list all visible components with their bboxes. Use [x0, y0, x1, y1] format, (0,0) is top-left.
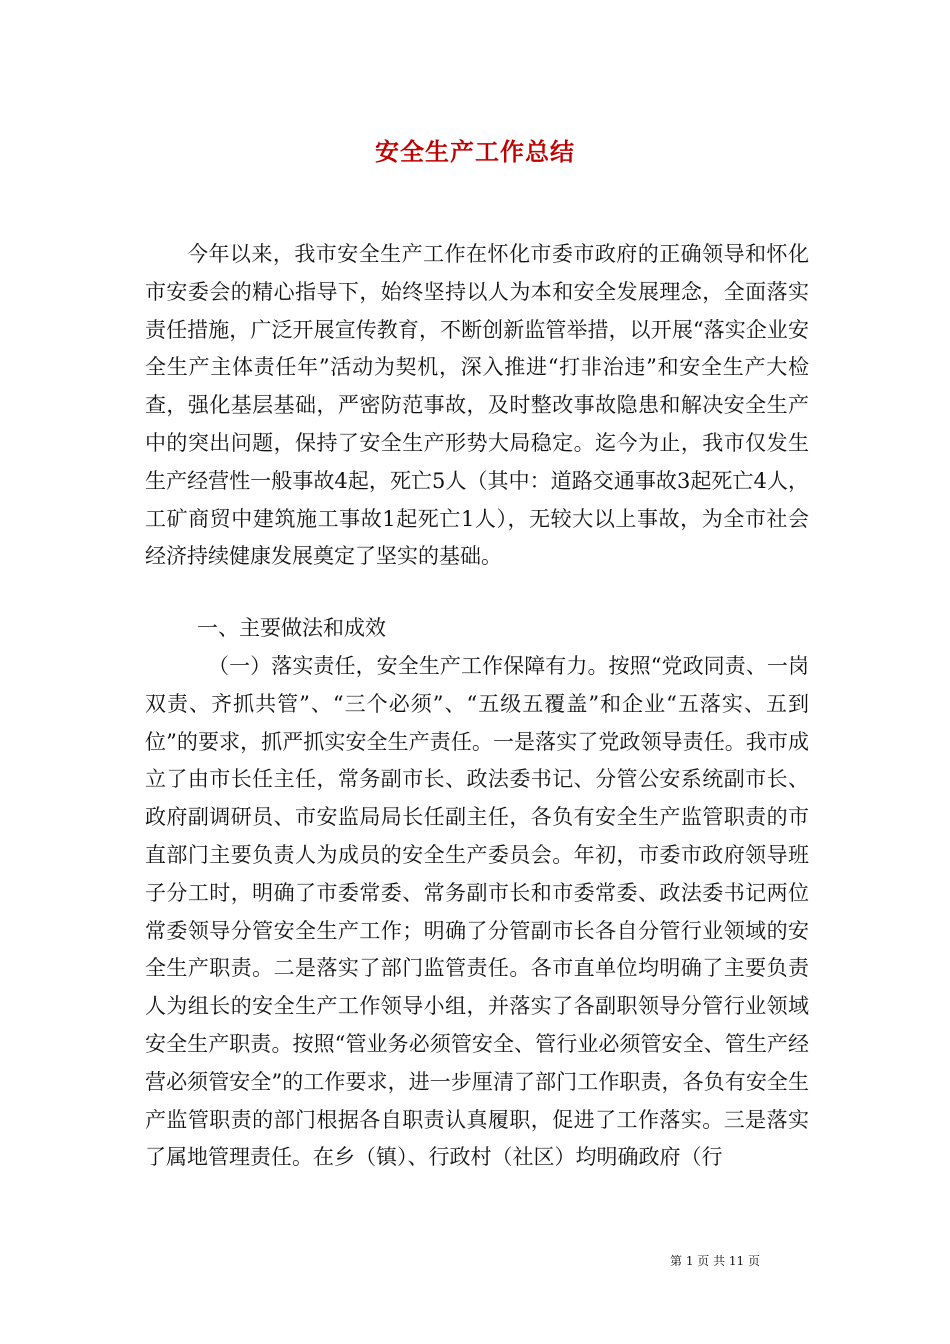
paragraph-intro: 今年以来，我市安全生产工作在怀化市委市政府的正确领导和怀化市安委会的精心指导下，始终坚持以人为本和安全发展理念，全面落实责任措施，广泛开展宣传教育，不断创新监管举措，以开展“落实企业安全生产主体责任年”活动为契机，深入推进“打非治违”和安全生产大检查，强化基层基础，严密防范事故，及时整改事故隐患和解决安全生产中的突出问题，保持了安全生产形势大局稳定。迄今为止，我市仅发生生产经营性一般事故4起，死亡5人（其中：道路交通事故3起死亡4人，工矿商贸中建筑施工事故1起死亡1人），无较大以上事故，为全市社会经济持续健康发展奠定了坚实的基础。: [145, 242, 809, 569]
section-heading: 一、主要做法和成效: [197, 616, 386, 640]
paragraph-section-1: （一）落实责任，安全生产工作保障有力。按照“党政同责、一岗双责、齐抓共管”、“三个必须”、“五级五覆盖”和企业“五落实、五到位”的要求，抓严抓实安全生产责任。一是落实了党政领导责任。我市成立了由市长任主任，常务副市长、政法委书记、分管公安系统副市长、政府副调研员、市安监局局长任副主任，各负有安全生产监管职责的市直部门主要负责人为成员的安全生产委员会。年初，市委市政府领导班子分工时，明确了市委常委、常务副市长和市委常委、政法委书记两位常委领导分管安全生产工作；明确了分管副市长各自分管行业领域的安全生产职责。二是落实了部门监管责任。各市直单位均明确了主要负责人为组长的安全生产工作领导小组，并落实了各副职领导分管行业领域安全生产职责。按照“管业务必须管安全、管行业必须管安全、管生产经营必须管安全”的工作要求，进一步厘清了部门工作职责，各负有安全生产监管职责的部门根据各自职责认真履职，促进了工作落实。三是落实了属地管理责任。在乡（镇）、行政村（社区）均明确政府（行: [145, 654, 809, 1170]
document-title: 安全生产工作总结: [375, 137, 575, 166]
page-footer: [0, 1252, 950, 1269]
page-number: 第 1 页 共 11 页: [670, 1254, 760, 1268]
